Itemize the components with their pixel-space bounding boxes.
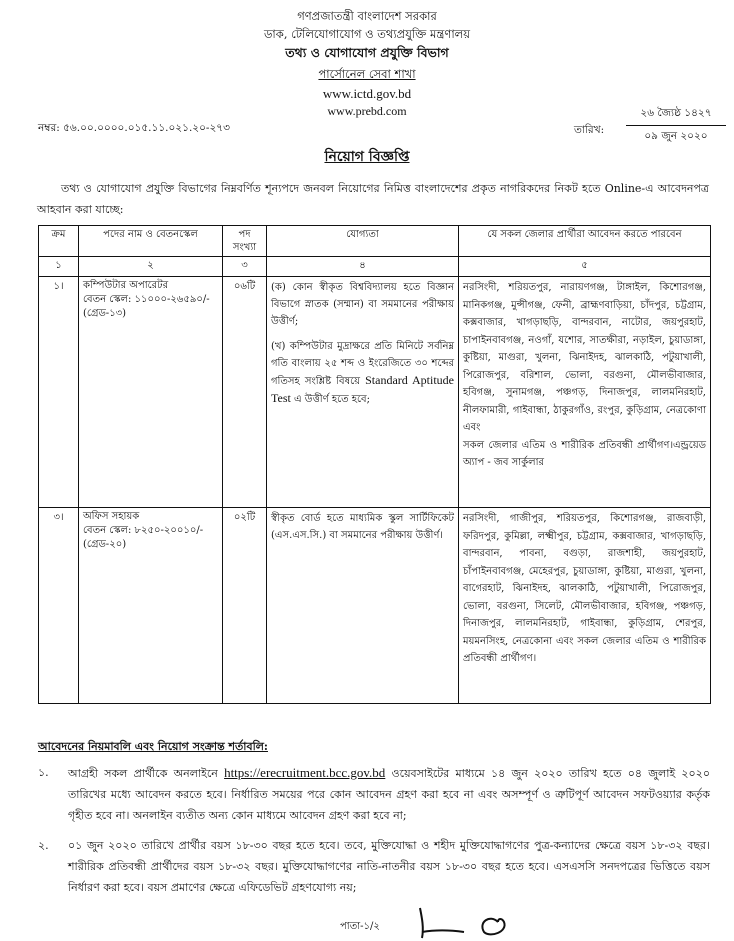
row-post [79, 277, 223, 508]
column-number-row [39, 257, 711, 277]
header-post: পদের নাম ও বেতনস্কেল [79, 226, 223, 257]
row-districts [459, 277, 711, 508]
memo-number: নম্বর: ৫৬.০০.০০০০.০১৫.১১.০২১.২০-২৭৩ [38, 122, 230, 134]
rules-heading: আবেদনের নিয়মাবলি এবং নিয়োগ সংক্রান্ত শর্তাবলি: [38, 740, 268, 753]
row-districts [459, 508, 711, 704]
rule-text-before: আগ্রহী সকল প্রার্থীকে অনলাইনে [68, 767, 218, 780]
section-name: পার্সোনেল সেবা শাখা [318, 67, 416, 81]
row-count: ০৬টি [223, 277, 267, 508]
page-number: পাতা-১/২ [340, 921, 380, 932]
col-number: ৫ [459, 257, 711, 277]
qualification-b-part1: (খ) কম্পিউটার মুদ্রাক্ষরে প্রতি মিনিটে সর্বনিম্ন গতি বাংলায় ২৫ শব্দ ও ইংরেজিতে ৩০ শব্দের গতিসহ সংশ্লিষ্ট বিষয়ে [271, 341, 454, 387]
post-grade: (গ্রেড-১৩) [83, 308, 127, 319]
signature-mark [412, 900, 532, 940]
post-scale: বেতন স্কেল: ১১০০০-২৬৫৯০/- [83, 294, 210, 305]
header-districts: যে সকল জেলার প্রার্থীরা আবেদন করতে পারবেন [459, 226, 711, 257]
header-count-line2: সংখ্যা [232, 242, 257, 253]
recruitment-link[interactable]: https://erecruitment.bcc.gov.bd [224, 765, 386, 780]
district-list: নরসিংদী, শরিয়তপুর, নারায়ণগঞ্জ, টাঙ্গাইল, কিশোরগঞ্জ, মানিকগঞ্জ, মুন্সীগঞ্জ, ফেনী, ব্রাহ্মণবাড়িয়া, চাঁদপুর, চট্টগ্রাম, কক্সবাজার, খাগড়াছড়ি, বান্দরবান, নাটোর, জয়পুরহাট, চাপাইনবাবগঞ্জ, নওগাঁ, যশোর, সাতক্ষীরা, নড়াইল, চুয়াডাঙ্গা, কুষ্টিয়া, মাগুরা, খুলনা, ঝিনাইদহ, ঝালকাঠি, পটুয়াখালী, পিরোজপুর, বরিশাল, ভোলা, বরগুনা, মৌলভীবাজার, হবিগঞ্জ, সুনামগঞ্জ, পঞ্চগড়, দিনাজপুর, লালমনিরহাট, নীলফামারী, গাইবান্ধা, ঠাকুরগাঁও, রংপুর, কুড়িগ্রাম, নেত্রকোণা এবং [463, 282, 706, 433]
col-number: ২ [79, 257, 223, 277]
row-count: ০২টি [223, 508, 267, 704]
rule-item [38, 835, 710, 898]
table-row [39, 277, 711, 508]
rule-text-after: ওয়েবসাইটের মাধ্যমে ১৪ জুন ২০২০ তারিখ হতে ০৪ জুলাই ২০২০ তারিখের মধ্যে আবেদন করতে হবে। নির্ধারিত সময়ের পরে কোন আবেদন গ্রহণ করা হবে না এবং অসম্পূর্ণ ও ত্রুটিপূর্ণ আবেদন সফটওয়্যার কর্তৃক গৃহীত হবে না। অনলাইন ব্যতীত অন্য কোন মাধ্যমে আবেদন গ্রহণ করা হবে না; [68, 767, 711, 822]
website-url: www.ictd.gov.bd [322, 86, 412, 101]
header-count [223, 226, 267, 257]
qualification-a: স্বীকৃত বোর্ড হতে মাধ্যমিক স্কুল সার্টিফিকেট (এস.এস.সি.) বা সমমানের পরীক্ষায় উত্তীর্ণ। [271, 513, 454, 541]
intro-paragraph: তথ্য ও যোগাযোগ প্রযুক্তি বিভাগের নিম্নবর্ণিত শূন্যপদে জনবল নিয়োগের নিমিত্ত বাংলাদেশের প্রকৃত নাগরিকদের নিকট হতে Online-এ আবেদনপত্র আহবান করা যাচ্ছে: [37, 182, 709, 216]
row-serial: ৩। [39, 508, 79, 704]
post-title: কম্পিউটার অপারেটর [83, 280, 169, 291]
rule-number: ১. [38, 766, 49, 779]
col-number: ১ [39, 257, 79, 277]
notice-title-text: নিয়োগ বিজ্ঞপ্তি [324, 149, 410, 165]
table-row [39, 508, 711, 704]
post-scale: বেতন স্কেল: ৮২৫০-২০০১০/- [83, 525, 204, 536]
date-gregorian: ০৯ জুন ২০২০ [644, 130, 708, 142]
rule-number: ২. [38, 839, 49, 852]
row-post [79, 508, 223, 704]
rule-text [68, 762, 710, 826]
vacancy-table [38, 225, 711, 704]
rule-text: ০১ জুন ২০২০ তারিখে প্রার্থীর বয়স ১৮-৩০ বছর হতে হবে। তবে, মুক্তিযোদ্ধা ও শহীদ মুক্তিযোদ্ধাগণের পুত্র-কন্যাদের ক্ষেত্রে বয়স ১৮-৩২ বছর। শারীরিক প্রতিবন্ধী প্রার্থীদের বয়স ১৮-৩২ বছর। মুক্তিযোদ্ধাগণের নাতি-নাতনীর বয়স ১৮-৩০ বছর হতে হবে। এসএসসি সনদপত্রের ভিত্তিতে বয়স নির্ধারণ করা হবে। বয়স প্রমাণের ক্ষেত্রে এফিডেভিট গ্রহণযোগ্য নয়; [68, 839, 710, 894]
district-list: নরসিংদী, গাজীপুর, শরিয়তপুর, কিশোরগঞ্জ, রাজবাড়ী, ফরিদপুর, কুমিল্লা, লক্ষ্মীপুর, চট্টগ্রাম, কক্সবাজার, খাগড়াছড়ি, বান্দরবান, পাবনা, বগুড়া, রাজশাহী, জয়পুরহাট, চাঁপাইনবাবগঞ্জ, মেহেরপুর, চুয়াডাঙ্গা, কুষ্টিয়া, মাগুরা, খুলনা, বাগেরহাট, ঝিনাইদহ, ঝালকাঠি, পটুয়াখালী, পিরোজপুর, ভোলা, বরগুনা, সিলেট, মৌলভীবাজার, হবিগঞ্জ, পঞ্চগড়, দিনাজপুর, লালমনিরহাট, গাইবান্ধা, কুড়িগ্রাম, শেরপুর, ময়মনসিংহ, নেত্রকোনা এবং সকল জেলার এতিম ও শারীরিক প্রতিবন্ধী প্রার্থীগণ। [463, 513, 706, 664]
date-label: তারিখ: [574, 124, 605, 136]
date-box [626, 106, 726, 146]
header-qualification: যোগ্যতা [267, 226, 459, 257]
date-bengali: ২৬ জ্যৈষ্ঠ ১৪২৭ [626, 106, 726, 126]
col-number: ৪ [267, 257, 459, 277]
qualification-b-part2: এ উত্তীর্ণ হতে হবে; [294, 394, 370, 405]
qualification-b-english: Standard Aptitude Test [271, 373, 454, 405]
row-qualification [267, 277, 459, 508]
govt-name: গণপ্রজাতন্ত্রী বাংলাদেশ সরকার [297, 9, 437, 23]
header-serial: ক্রম [39, 226, 79, 257]
post-title: অফিস সহায়ক [83, 511, 140, 522]
col-number: ৩ [223, 257, 267, 277]
row-serial: ১। [39, 277, 79, 508]
district-extra: সকল জেলার এতিম ও শারীরিক প্রতিবন্ধী প্রার্থীগণ।এন্ড্রয়েড অ্যাপ - জব সার্কুলার [463, 439, 706, 468]
notice-title [0, 145, 734, 169]
header-count-line1: পদ [238, 229, 251, 240]
source-url: www.prebd.com [327, 104, 407, 118]
rule-item [38, 762, 710, 826]
table-header-row [39, 226, 711, 257]
post-grade: (গ্রেড-২০) [83, 539, 127, 550]
ministry-name: ডাক, টেলিযোগাযোগ ও তথ্যপ্রযুক্তি মন্ত্রণালয় [263, 27, 471, 41]
qualification-b [271, 338, 454, 408]
division-name: তথ্য ও যোগাযোগ প্রযুক্তি বিভাগ [285, 45, 449, 60]
qualification-a: (ক) কোন স্বীকৃত বিশ্ববিদ্যালয় হতে বিজ্ঞান বিভাগে স্নাতক (সম্মান) বা সমমানের পরীক্ষায় উত্তীর্ণ; [271, 282, 454, 327]
row-qualification [267, 508, 459, 704]
